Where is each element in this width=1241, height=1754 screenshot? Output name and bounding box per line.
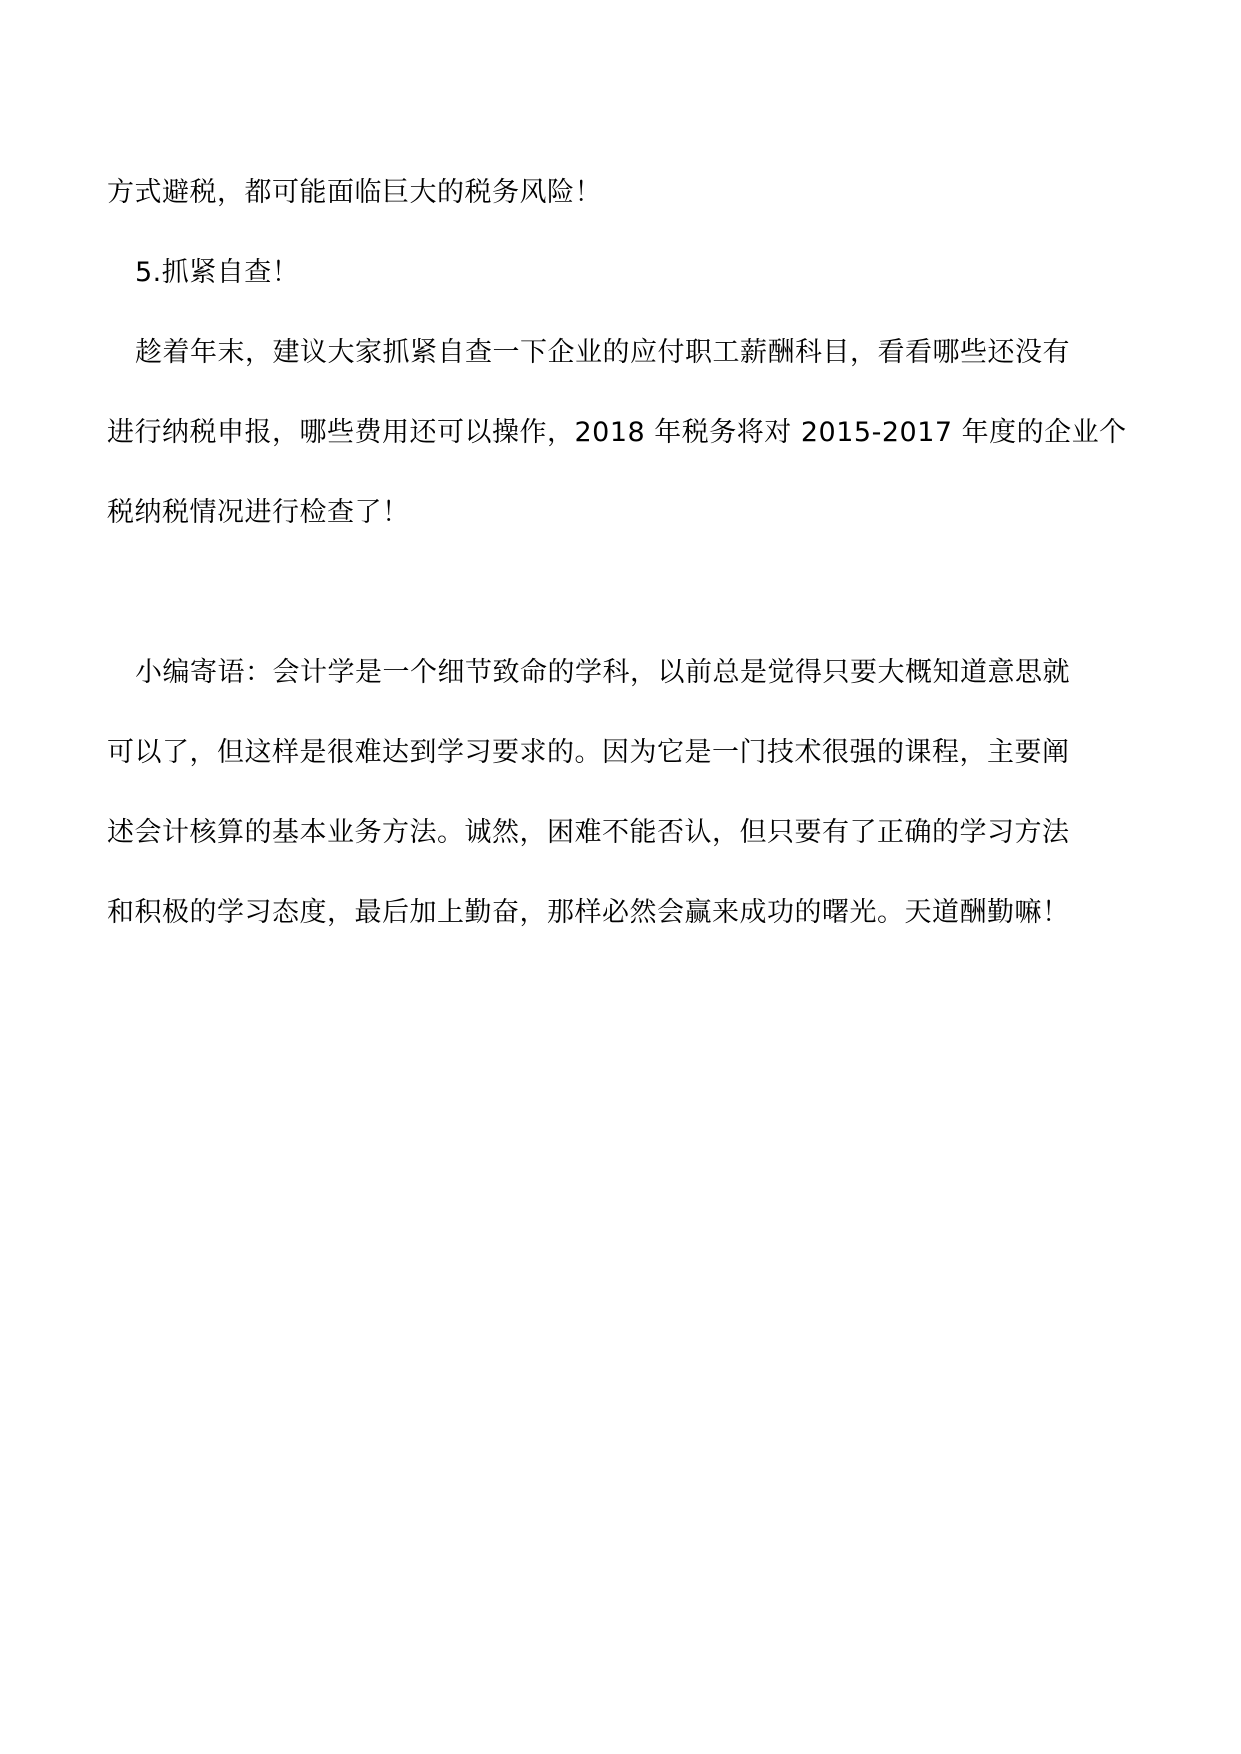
paragraph-line: 和积极的学习态度，最后加上勤奋，那样必然会赢来成功的曙光。天道酬勤嘛！ <box>107 897 1070 928</box>
paragraph-line: 小编寄语：会计学是一个细节致命的学科，以前总是觉得只要大概知道意思就 <box>135 657 1070 688</box>
paragraph-line: 方式避税，都可能面临巨大的税务风险！ <box>107 177 602 208</box>
paragraph-line: 进行纳税申报，哪些费用还可以操作，2018 年税务将对 2015-2017 年度的企业个 <box>107 417 1127 448</box>
paragraph-line: 趁着年末，建议大家抓紧自查一下企业的应付职工薪酬科目，看看哪些还没有 <box>135 337 1070 368</box>
paragraph-line: 述会计核算的基本业务方法。诚然，困难不能否认，但只要有了正确的学习方法 <box>107 817 1070 848</box>
paragraph-line: 税纳税情况进行检查了！ <box>107 497 410 528</box>
paragraph-line: 可以了，但这样是很难达到学习要求的。因为它是一门技术很强的课程，主要阐 <box>107 737 1070 768</box>
section-heading: 5.抓紧自查！ <box>135 257 300 288</box>
